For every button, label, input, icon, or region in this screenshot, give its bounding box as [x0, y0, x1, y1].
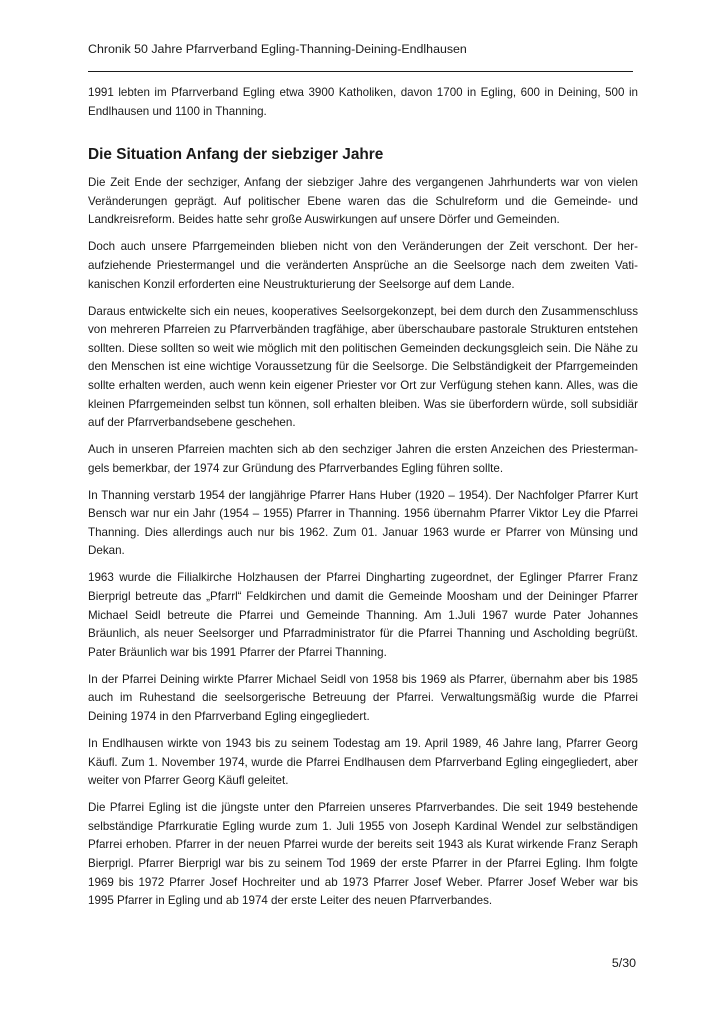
- body-text: [88, 84, 638, 919]
- paragraph-thanning: In Thanning verstarb 1954 der langjährige Pfarrer Hans Huber (1920 – 1954). Der Nachfolger Pfarrer Kurt Bensch war nur ein Jahr (1954 – 1955) Pfarrer in Thanning. 1956 übernahm Pfarrer Viktor Ley die Pfarrei Thanning. Dies allerdings auch nur bis 1962. Zum 01. Januar 1963 wurde er Pfarrer von Münsing und Dekan.: [88, 488, 638, 558]
- paragraph-priest-shortage: Doch auch unsere Pfarrgemeinden blieben nicht von den Veränderungen der Zeit verschont. Der heraufziehende Priestermangel und die veränderten Ansprüche an die Seelsorge nach dem zweiten Vatikanischen Konzil erforderten eine Neustrukturierung der Seelsorge auf dem Lande.: [88, 240, 638, 291]
- page-number: 5/30: [611, 956, 636, 970]
- section-heading: Die Situation Anfang der siebziger Jahre: [88, 146, 384, 164]
- paragraph-deining: In der Pfarrei Deining wirkte Pfarrer Michael Seidl von 1958 bis 1969 als Pfarrer, übernahm aber bis 1985 auch im Ruhestand die seelsorgerische Betreuung der Pfarrei. Verwaltungsmäßig wurde die Pfarrei Deining 1974 in den Pfarrverband Egling eingegliedert.: [88, 672, 638, 723]
- running-header: Chronik 50 Jahre Pfarrverband Egling-Thanning-Deining-Endlhausen: [88, 42, 467, 56]
- paragraph-changes: Die Zeit Ende der sechziger, Anfang der siebziger Jahre des vergangenen Jahrhunderts war von vielen Veränderungen geprägt. Auf politischer Ebene waren das die Schulreform und die Gemeinde- und Landkreisreform. Beides hatte sehr große Auswirkungen auf unsere Dörfer und Gemeinden.: [88, 176, 638, 227]
- intro-paragraph: 1991 lebten im Pfarrverband Egling etwa 3900 Katholiken, davon 1700 in Egling, 600 in Deining, 500 in Endlhausen und 1100 in Thanning.: [88, 86, 638, 118]
- paragraph-signs: Auch in unseren Pfarreien machten sich ab den sechziger Jahren die ersten Anzeichen des Priestermangels bemerkbar, der 1974 zur Gründung des Pfarrverbandes Egling führen sollte.: [88, 443, 638, 475]
- paragraph-egling: Die Pfarrei Egling ist die jüngste unter den Pfarreien unseres Pfarrverbandes. Die seit 1949 bestehende selbständige Pfarrkuratie Egling wurde zum 1. Juli 1955 von Joseph Kardinal Wendel zur selbständigen Pfarrei erhoben. Pfarrer in der neuen Pfarrei wurde der bereits seit 1943 als Kurat wirkende Franz Seraph Bierprigl. Pfarrer Bierprigl war bis zu seinem Tod 1969 der erste Pfarrer in der Pfarrei Egling. Ihm folgte 1969 bis 1972 Pfarrer Josef Hochreiter und ab 1973 Pfarrer Josef Weber. Pfarrer Josef Weber war bis 1995 Pfarrer in Egling und ab 1974 der erste Leiter des neuen Pfarrverbandes.: [88, 801, 638, 908]
- paragraph-concept: Daraus entwickelte sich ein neues, kooperatives Seelsorgekonzept, bei dem durch den Zusammenschluss von mehreren Pfarreien zu Pfarrverbänden tragfähige, aber überschaubare pastorale Strukturen entstehen sollten. Diese sollten so weit wie möglich mit den politischen Gemeinden deckungsgleich sein. Die Nähe zu den Menschen ist eine wichtige Voraussetzung für die Seelsorge. Die Selbständigkeit der Pfarrgemeinden sollte erhalten werden, auch wenn kein eigener Priester vor Ort zur Verfügung stehen kann. Alles, was die kleinen Pfarrgemeinden selbst tun können, soll erhalten bleiben. Was sie überfordern würde, soll subsidiär auf der Pfarrverbandsebene geschehen.: [88, 304, 638, 430]
- header-rule: [88, 71, 633, 72]
- paragraph-1963: 1963 wurde die Filialkirche Holzhausen der Pfarrei Dingharting zugeordnet, der Eglinger Pfarrer Franz Bierprigl betreute das „Pfarrl“ Feldkirchen und damit die Gemeinde Moosham und der Deininger Pfarrer Michael Seidl betreute die Pfarrei und Gemeinde Thanning. Am 1.Juli 1967 wurde Pater Johannes Bräunlich, als neuer Seelsorger und Pfarradministrator für die Pfarrei Thanning und Ascholding begrüßt. Pater Bräunlich war bis 1991 Pfarrer der Pfarrei Thanning.: [88, 571, 638, 659]
- paragraph-endlhausen: In Endlhausen wirkte von 1943 bis zu seinem Todestag am 19. April 1989, 46 Jahre lang, Pfarrer Georg Käufl. Zum 1. November 1974, wurde die Pfarrei Endlhausen dem Pfarrverband Egling eingegliedert, aber weiter von Pfarrer Georg Käufl geleitet.: [88, 736, 638, 788]
